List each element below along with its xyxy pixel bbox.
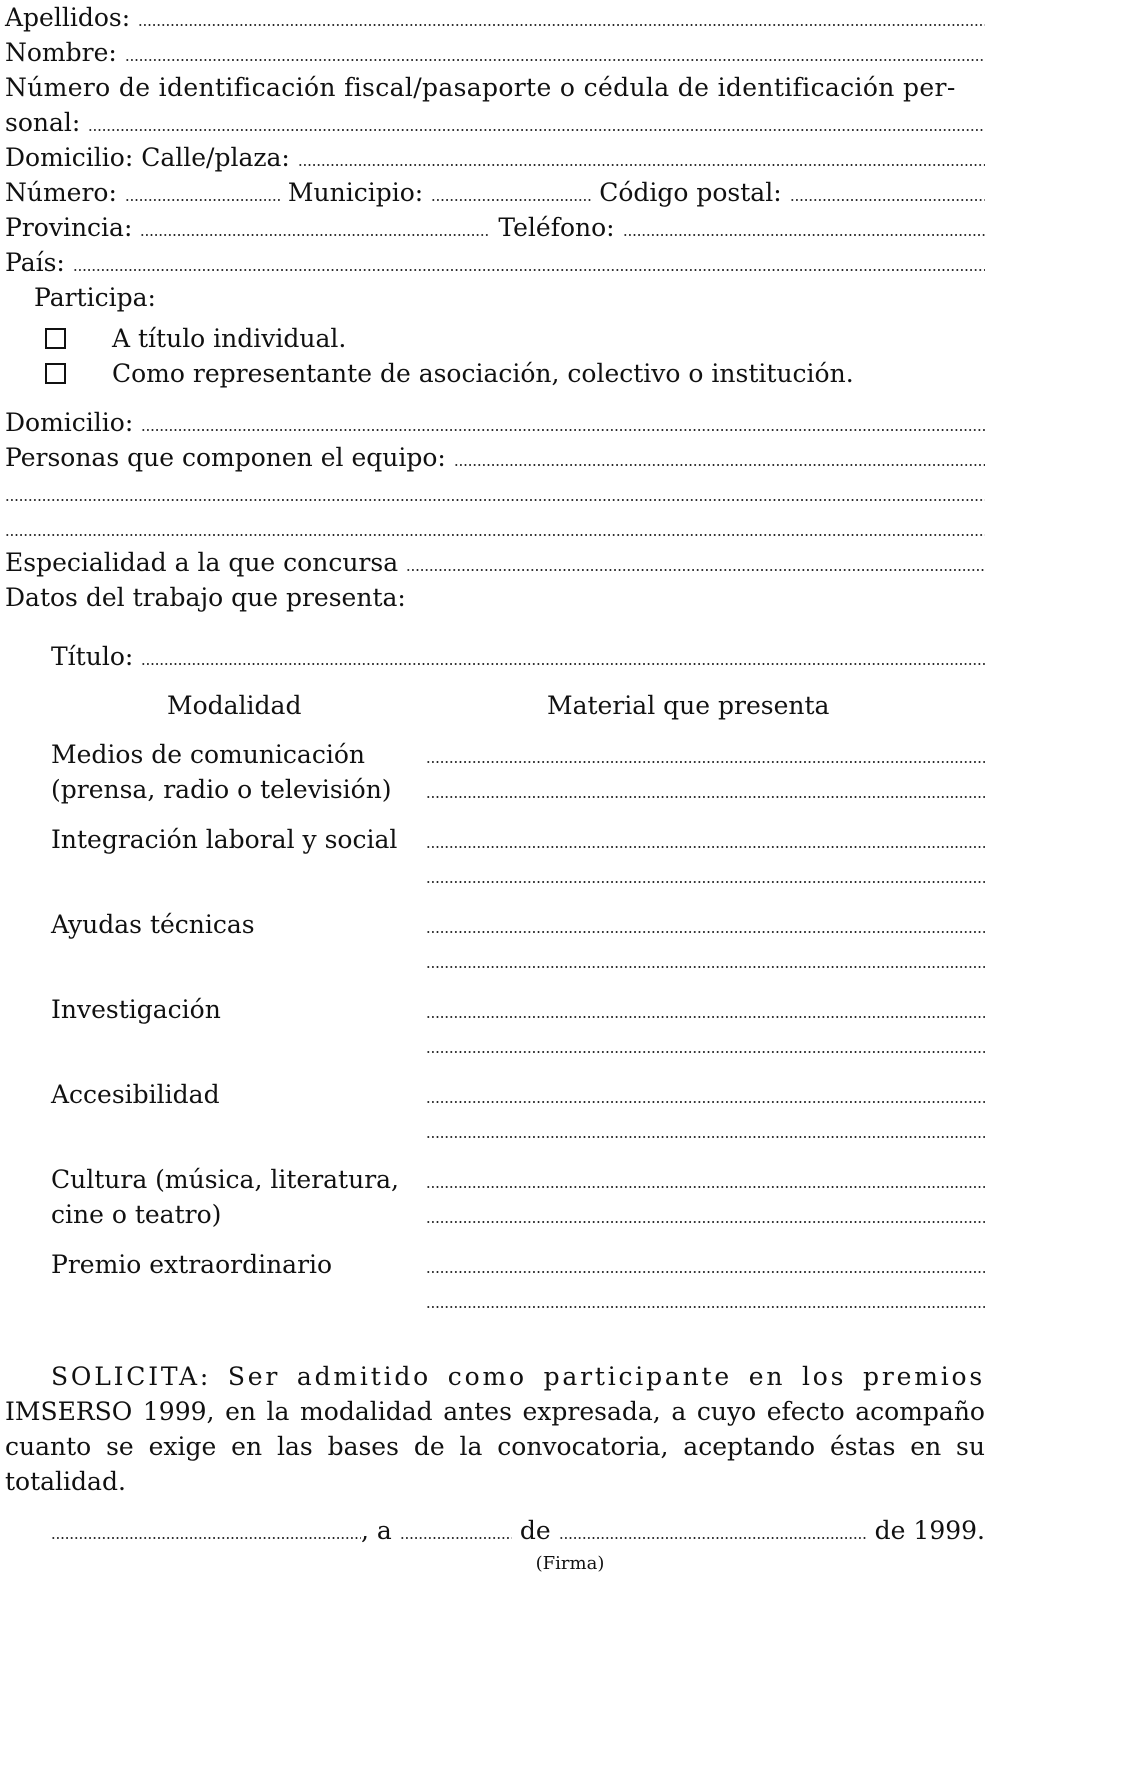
numero-municipio-cp-row	[5, 175, 985, 210]
provincia-label: Provincia:	[5, 213, 133, 242]
integracion-field-2[interactable]	[426, 881, 985, 883]
ayudas-field-1[interactable]	[426, 931, 985, 933]
investigacion-field-2[interactable]	[426, 1051, 985, 1053]
titulo-field[interactable]	[141, 663, 985, 665]
modalidad-cultura-label-2: cine o teatro)	[51, 1200, 222, 1229]
domicilio-row	[5, 405, 985, 440]
solicita-rest: IMSERSO 1999, en la modalidad antes expresada, a cuyo efecto acompaño cuanto se exige en las bases de la convocatoria, aceptando éstas en su totalidad.	[5, 1397, 985, 1496]
pais-label: País:	[5, 248, 65, 277]
modalidad-integracion	[5, 822, 985, 892]
medios-field-2[interactable]	[426, 796, 985, 798]
apellidos-field[interactable]	[138, 24, 985, 26]
nif-row-2	[5, 105, 985, 140]
representante-label: Como representante de asociación, colectivo o institución.	[112, 359, 854, 388]
telefono-field[interactable]	[623, 234, 985, 236]
titulo-row	[5, 639, 985, 674]
domicilio-field[interactable]	[141, 429, 985, 431]
personas-equipo-field-2[interactable]	[5, 499, 985, 501]
solicita-paragraph	[5, 1359, 985, 1499]
domicilio-calle-row	[5, 140, 985, 175]
modalidad-investigacion	[5, 992, 985, 1062]
solicita-line1: SOLICITA: Ser admitido como participante en los premios	[51, 1362, 985, 1391]
firma-caption: (Firma)	[535, 1553, 605, 1574]
pais-field[interactable]	[73, 269, 985, 271]
nif-label-line2: sonal:	[5, 108, 81, 137]
numero-field[interactable]	[125, 199, 280, 201]
codigo-postal-field[interactable]	[790, 199, 985, 201]
modalidad-accesibilidad-label: Accesibilidad	[51, 1080, 220, 1109]
personas-equipo-field[interactable]	[454, 464, 985, 466]
nombre-field[interactable]	[125, 59, 985, 61]
modalidad-header	[5, 688, 985, 723]
modalidad-accesibilidad	[5, 1077, 985, 1147]
mes-field[interactable]	[559, 1537, 867, 1539]
modalidad-medios-label-2: (prensa, radio o televisión)	[51, 775, 392, 804]
premio-field-1[interactable]	[426, 1271, 985, 1273]
integracion-field-1[interactable]	[426, 846, 985, 848]
modalidad-cultura-label-1: Cultura (música, literatura,	[51, 1165, 399, 1194]
domicilio-calle-label: Domicilio: Calle/plaza:	[5, 143, 290, 172]
datos-trabajo-label: Datos del trabajo que presenta:	[5, 583, 406, 612]
especialidad-label: Especialidad a la que concursa	[5, 548, 399, 577]
personas-equipo-label: Personas que componen el equipo:	[5, 443, 446, 472]
investigacion-field-1[interactable]	[426, 1016, 985, 1018]
datos-trabajo-row	[5, 580, 985, 615]
individual-checkbox[interactable]	[45, 328, 66, 349]
option-representante[interactable]	[5, 356, 985, 391]
accesibilidad-field-1[interactable]	[426, 1101, 985, 1103]
modalidad-ayudas	[5, 907, 985, 977]
titulo-label: Título:	[51, 642, 134, 671]
fecha-de-label: de	[519, 1516, 551, 1545]
municipio-field[interactable]	[431, 199, 591, 201]
modalidad-integracion-label: Integración laboral y social	[51, 825, 398, 854]
cultura-field-1[interactable]	[426, 1186, 985, 1188]
modalidad-medios	[5, 737, 985, 807]
modalidad-premio-label: Premio extraordinario	[51, 1250, 333, 1279]
nombre-row	[5, 35, 985, 70]
modalidad-medios-label-1: Medios de comunicación	[51, 740, 365, 769]
option-individual[interactable]	[5, 321, 985, 356]
provincia-telefono-row	[5, 210, 985, 245]
fecha-de-year-label: de 1999.	[874, 1516, 985, 1545]
fecha-a-label: , a	[361, 1516, 392, 1545]
modalidad-ayudas-label: Ayudas técnicas	[51, 910, 255, 939]
personas-equipo-row-2	[5, 475, 985, 510]
cultura-field-2[interactable]	[426, 1221, 985, 1223]
accesibilidad-field-2[interactable]	[426, 1136, 985, 1138]
nif-row	[5, 70, 985, 105]
especialidad-field[interactable]	[406, 569, 985, 571]
municipio-label: Municipio:	[287, 178, 424, 207]
fecha-row	[5, 1513, 985, 1548]
telefono-label: Teléfono:	[498, 213, 615, 242]
nif-label-line1: Número de identificación fiscal/pasaporte o cédula de identificación per-	[5, 73, 956, 102]
pais-row	[5, 245, 985, 280]
nif-field[interactable]	[88, 129, 985, 131]
apellidos-row	[5, 0, 985, 35]
modalidad-investigacion-label: Investigación	[51, 995, 221, 1024]
apellidos-label: Apellidos:	[5, 3, 131, 32]
individual-label: A título individual.	[112, 324, 347, 353]
premio-field-2[interactable]	[426, 1306, 985, 1308]
personas-equipo-row-3	[5, 510, 985, 545]
domicilio-label: Domicilio:	[5, 408, 134, 437]
nombre-label: Nombre:	[5, 38, 117, 67]
especialidad-row	[5, 545, 985, 580]
provincia-field[interactable]	[140, 234, 490, 236]
material-heading: Material que presenta	[547, 691, 830, 720]
personas-equipo-field-3[interactable]	[5, 534, 985, 536]
personas-equipo-row	[5, 440, 985, 475]
ayudas-field-2[interactable]	[426, 966, 985, 968]
dia-field[interactable]	[400, 1537, 512, 1539]
registration-form	[5, 0, 985, 1576]
domicilio-calle-field[interactable]	[298, 164, 985, 166]
participa-row	[5, 280, 985, 315]
modalidad-cultura	[5, 1162, 985, 1232]
medios-field-1[interactable]	[426, 761, 985, 763]
codigo-postal-label: Código postal:	[599, 178, 782, 207]
lugar-field[interactable]	[51, 1537, 361, 1539]
modalidad-heading: Modalidad	[167, 691, 302, 720]
modalidad-premio-extraordinario	[5, 1247, 985, 1317]
participa-label: Participa:	[34, 283, 156, 312]
numero-label: Número:	[5, 178, 117, 207]
representante-checkbox[interactable]	[45, 363, 66, 384]
